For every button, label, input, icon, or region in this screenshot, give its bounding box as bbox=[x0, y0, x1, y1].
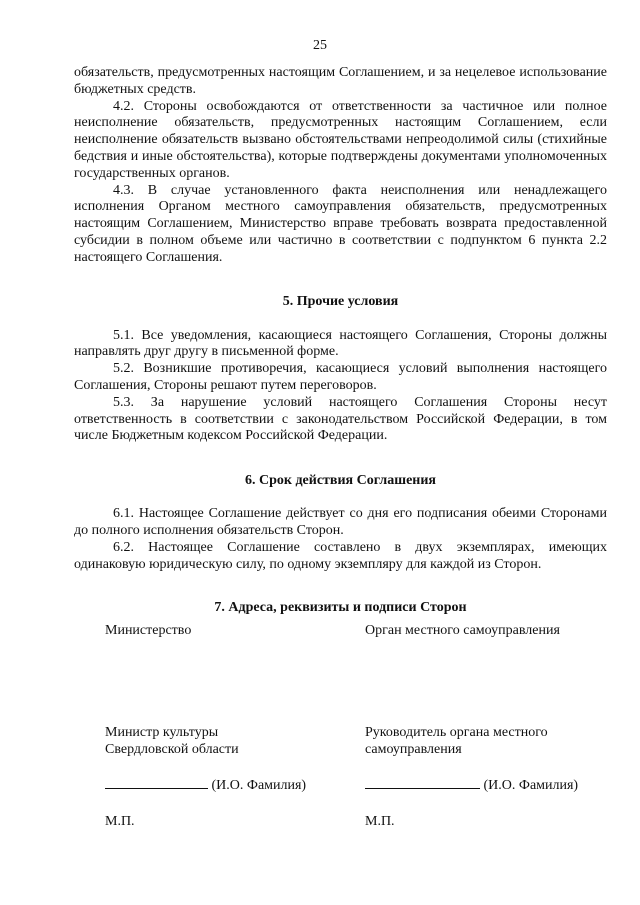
section-7-heading: 7. Адреса, реквизиты и подписи Сторон bbox=[214, 600, 467, 616]
paragraph-5-1: 5.1. Все уведомления, касающиеся настоящего Соглашения, Стороны должны направлять друг другу в письменной форме. bbox=[74, 327, 607, 360]
left-signature-line bbox=[105, 788, 208, 789]
right-name-placeholder: (И.О. Фамилия) bbox=[483, 778, 579, 793]
left-party-label: Министерство bbox=[105, 623, 192, 638]
paragraph-4-3: 4.3. В случае установленного факта неисполнения или ненадлежащего исполнения Органом местного самоуправления обязательств, предусмотренных настоящим Соглашением, Министерство вправе требовать возврата предоставленной субсидии в полном объеме или частично в соответствии с подпунктом 6 пункта 2.2 настоящего Соглашения. bbox=[74, 182, 607, 265]
paragraph-4-1-tail: обязательств, предусмотренных настоящим Соглашением, и за нецелевое использование бюджетных средств. bbox=[74, 65, 607, 97]
right-signer-line2: самоуправления bbox=[365, 742, 462, 757]
section-6-heading: 6. Срок действия Соглашения bbox=[245, 473, 436, 489]
right-stamp-label: М.П. bbox=[365, 814, 395, 829]
section-5-heading: 5. Прочие условия bbox=[282, 293, 399, 309]
left-signer-title bbox=[105, 724, 239, 758]
left-signature-row bbox=[105, 777, 306, 794]
left-signer-line2: Свердловской области bbox=[105, 742, 239, 757]
right-signer-line1: Руководитель органа местного bbox=[365, 725, 548, 740]
left-stamp-label: М.П. bbox=[105, 814, 135, 829]
paragraph-6-1: 6.1. Настоящее Соглашение действует со дня его подписания обеими Сторонами до полного исполнения обязательств Сторон. bbox=[74, 506, 607, 538]
left-name-placeholder: (И.О. Фамилия) bbox=[211, 778, 307, 793]
paragraph-5-3: 5.3. За нарушение условий настоящего Соглашения Стороны несут ответственность в соответствии с законодательством Российской Федерации, в том числе Бюджетным кодексом Российской Федерации. bbox=[74, 394, 607, 444]
page-number: 25 bbox=[313, 38, 327, 53]
right-signature-row bbox=[365, 777, 578, 794]
right-party-label: Орган местного самоуправления bbox=[365, 623, 560, 638]
paragraph-4-2: 4.2. Стороны освобождаются от ответственности за частичное или полное неисполнение обязательств, предусмотренных настоящим Соглашением, если неисполнение обязательств вызвано обстоятельствами непреодолимой силы (стихийные бедствия и иные обстоятельства), которые подтверждены документами уполномоченных государственных органов. bbox=[74, 98, 607, 181]
document-body bbox=[74, 65, 607, 616]
paragraph-5-2: 5.2. Возникшие противоречия, касающиеся условий выполнения настоящего Соглашения, Стороны решают путем переговоров. bbox=[74, 361, 607, 393]
left-signer-line1: Министр культуры bbox=[105, 725, 219, 740]
right-signer-title bbox=[365, 724, 548, 758]
paragraph-6-2: 6.2. Настоящее Соглашение составлено в двух экземплярах, имеющих одинаковую юридическую силу, по одному экземпляру для каждой из Сторон. bbox=[74, 539, 607, 572]
right-signature-line bbox=[365, 788, 480, 789]
